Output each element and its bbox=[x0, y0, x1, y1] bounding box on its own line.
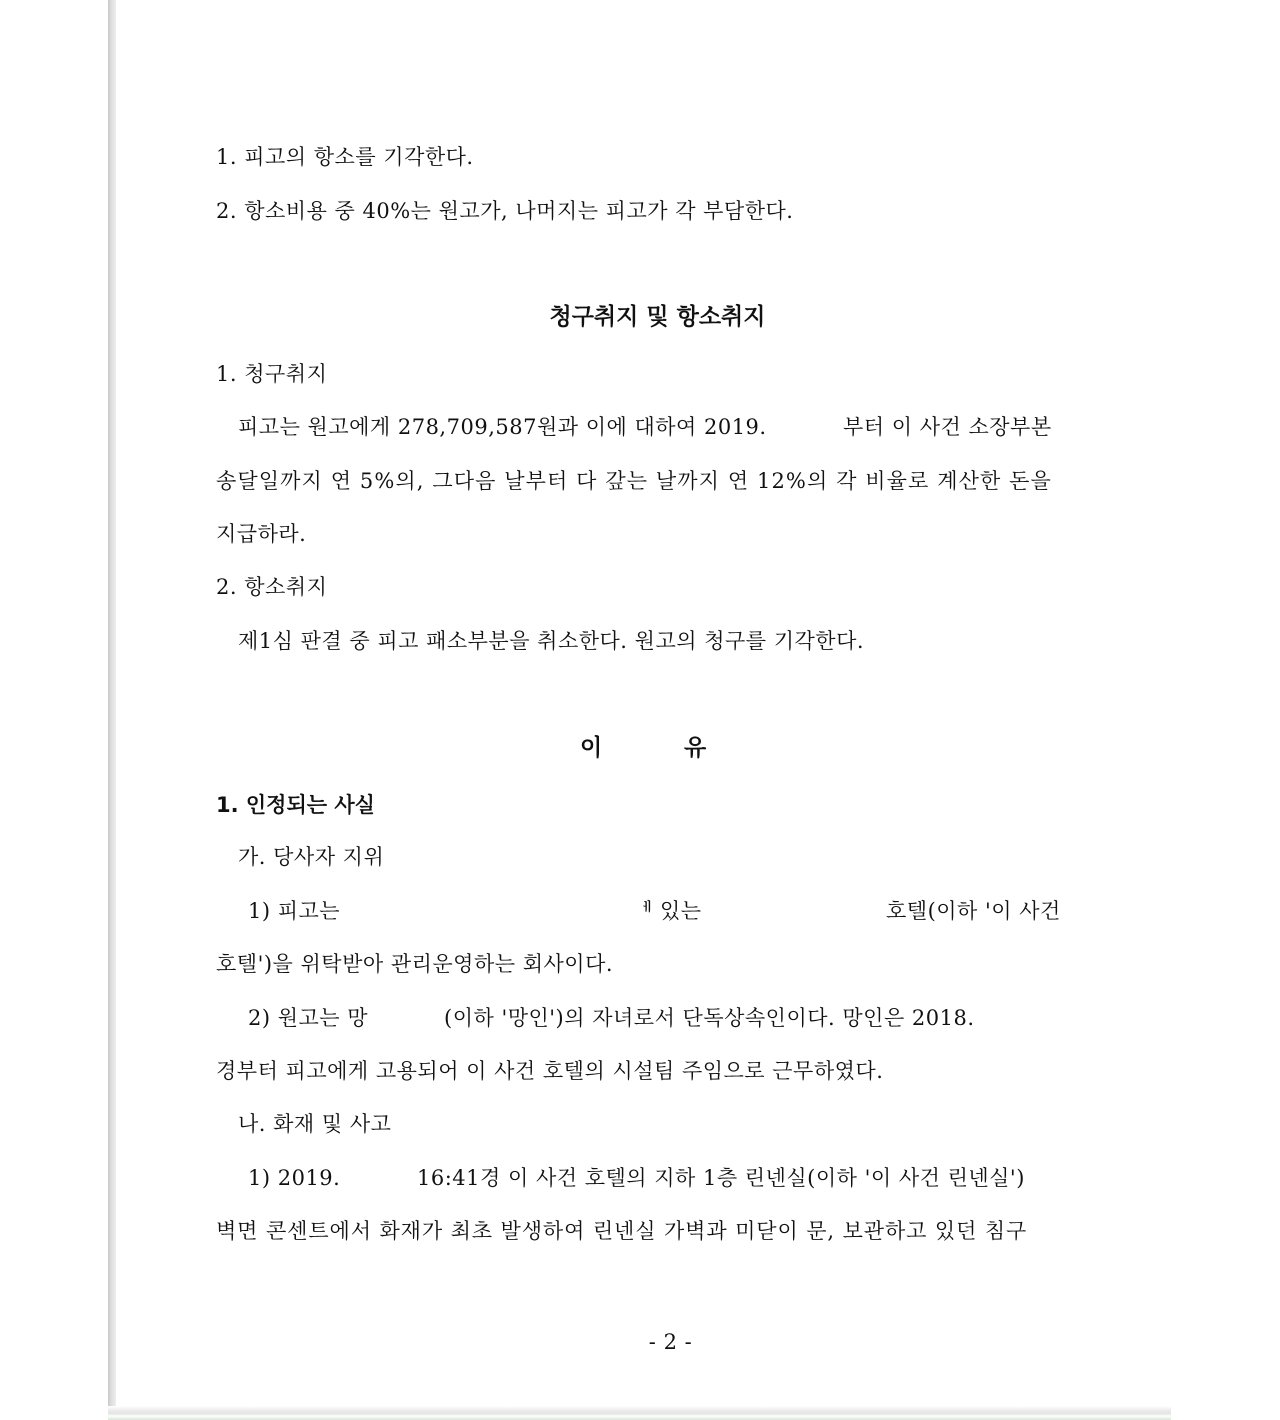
claim-subheading-1: 1. 청구취지 bbox=[216, 362, 328, 386]
reason-na1-b: 16:41경 이 사건 호텔의 지하 1층 린넨실(이하 '이 사건 린넨실') bbox=[417, 1166, 1025, 1190]
judgment-item-2: 2. 항소비용 중 40%는 원고가, 나머지는 피고가 각 부담한다. bbox=[216, 199, 794, 223]
reason-title-right: 유 bbox=[684, 735, 707, 761]
reason-na1-a: 1) 2019. bbox=[248, 1166, 341, 1190]
reason-ga1-line2: 호텔')을 위탁받아 관리운영하는 회사이다. bbox=[216, 952, 614, 976]
reason-ga1-b: ᅦ 있는 bbox=[632, 899, 702, 923]
claim-subheading-2: 2. 항소취지 bbox=[216, 575, 328, 599]
claim-paragraph-1b: 부터 이 사건 소장부본 bbox=[843, 415, 1052, 439]
reason-title-left: 이 bbox=[580, 735, 603, 761]
reason-ga1-c: 호텔(이하 '이 사건 bbox=[886, 899, 1061, 923]
judgment-item-1: 1. 피고의 항소를 기각한다. bbox=[216, 145, 474, 169]
reason-heading-1: 1. 인정되는 사실 bbox=[216, 793, 375, 817]
claim-paragraph-2: 제1심 판결 중 피고 패소부분을 취소한다. 원고의 청구를 기각한다. bbox=[238, 629, 865, 653]
reason-ga2-b: (이하 '망인')의 자녀로서 단독상속인이다. 망인은 2018. bbox=[444, 1006, 975, 1030]
reason-ga2-a: 2) 원고는 망 bbox=[248, 1006, 369, 1030]
page-bottom-edge bbox=[108, 1406, 1171, 1420]
reason-subheading-ga: 가. 당사자 지위 bbox=[238, 845, 385, 869]
reason-ga1-a: 1) 피고는 bbox=[248, 899, 341, 923]
claim-paragraph-1-line2: 송달일까지 연 5%의, 그다음 날부터 다 갚는 날까지 연 12%의 각 비율로 계산한 돈을 bbox=[216, 469, 1052, 493]
page-left-edge bbox=[108, 0, 116, 1420]
claim-section-title: 청구취지 및 항소취지 bbox=[549, 304, 766, 330]
document-page bbox=[116, 0, 1171, 1406]
viewer-background bbox=[0, 0, 108, 1420]
reason-ga2-line2: 경부터 피고에게 고용되어 이 사건 호텔의 시설팀 주임으로 근무하였다. bbox=[216, 1059, 884, 1083]
reason-subheading-na: 나. 화재 및 사고 bbox=[238, 1112, 392, 1136]
reason-na1-line2: 벽면 콘센트에서 화재가 최초 발생하여 린넨실 가벽과 미닫이 문, 보관하고 있던 침구 bbox=[216, 1219, 1028, 1243]
claim-paragraph-1-line3: 지급하라. bbox=[216, 522, 307, 546]
claim-paragraph-1a: 피고는 원고에게 278,709,587원과 이에 대하여 2019. bbox=[238, 415, 767, 439]
page-number: - 2 - bbox=[648, 1330, 693, 1354]
